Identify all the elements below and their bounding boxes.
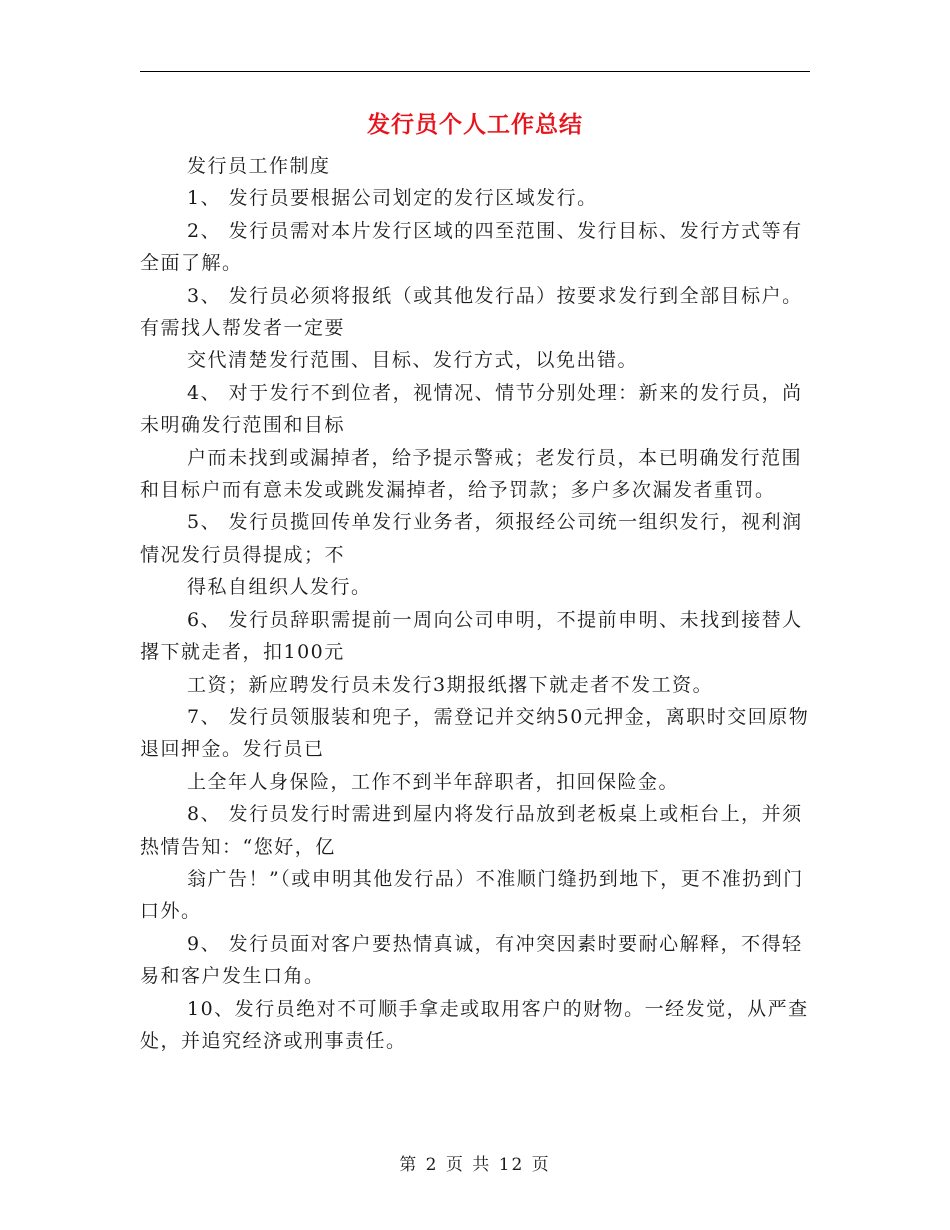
header-rule	[140, 71, 810, 72]
paragraph-rule-10: 10、发行员绝对不可顺手拿走或取用客户的财物。一经发觉，从严查处，并追究经济或刑事责任。	[140, 997, 809, 1052]
paragraph-rule-6: 6、 发行员辞职需提前一周向公司申明，不提前申明、未找到接替人撂下就走者，扣100元	[140, 608, 803, 664]
paragraph-rule-9: 9、 发行员面对客户要热情真诚，有冲突因素时要耐心解释，不得轻易和客户发生口角。	[140, 932, 803, 988]
paragraph-rule-3: 3、 发行员必须将报纸（或其他发行品）按要求发行到全部目标户。有需找人帮发者一定要	[140, 284, 803, 340]
paragraph-rule-4: 4、 对于发行不到位者，视情况、情节分别处理：新来的发行员，尚未明确发行范围和目标	[140, 381, 803, 437]
section-heading: 发行员工作制度	[187, 155, 331, 177]
paragraph-rule-8: 8、 发行员发行时需进到屋内将发行品放到老板桌上或柜台上，并须热情告知：“您好，亿	[140, 803, 803, 858]
paragraph-rule-4-cont: 户而未找到或漏掉者，给予提示警戒；老发行员，本已明确发行范围和目标户而有意未发或跳发漏掉者，给予罚款；多户多次漏发者重罚。	[140, 446, 803, 502]
document-body	[140, 150, 810, 1057]
paragraph-rule-5-cont: 得私自组织人发行。	[187, 576, 372, 599]
document-title: 发行员个人工作总结	[367, 111, 583, 138]
paragraph-rule-5: 5、 发行员揽回传单发行业务者，须报经公司统一组织发行，视利润情况发行员得提成；不	[140, 511, 803, 566]
paragraph-rule-3-cont: 交代清楚发行范围、目标、发行方式，以免出错。	[187, 349, 639, 372]
paragraph-rule-8-cont: 翁广告！”（或申明其他发行品）不准顺门缝扔到地下，更不准扔到门口外。	[140, 867, 804, 923]
paragraph-rule-2: 2、 发行员需对本片发行区域的四至范围、发行目标、发行方式等有全面了解。	[140, 219, 803, 275]
page-number: 第 2 页 共 12 页	[399, 1155, 551, 1175]
paragraph-rule-1: 1、 发行员要根据公司划定的发行区域发行。	[187, 187, 598, 210]
paragraph-rule-7-cont: 上全年人身保险，工作不到半年辞职者，扣回保险金。	[187, 770, 680, 793]
paragraph-rule-7: 7、 发行员领服装和兜子，需登记并交纳50元押金，离职时交回原物退回押金。发行员已	[140, 705, 810, 761]
paragraph-rule-6-cont: 工资；新应聘发行员未发行3期报纸撂下就走者不发工资。	[187, 673, 714, 696]
